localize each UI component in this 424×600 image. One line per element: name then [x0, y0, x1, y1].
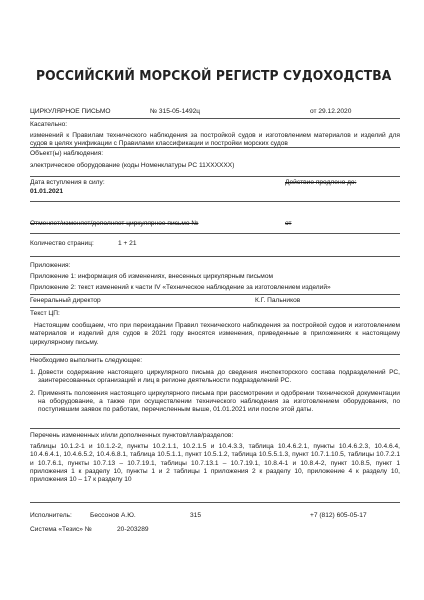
system-section: [30, 526, 400, 534]
signatory-position: Генеральный директор: [30, 297, 101, 304]
system-label: Система «Тезис» №: [30, 526, 92, 533]
letter-type: ЦИРКУЛЯРНОЕ ПИСЬМО: [30, 108, 111, 115]
actions-label: Необходимо выполнить следующее:: [30, 357, 143, 364]
appendices-section: [30, 262, 400, 293]
executor-label: Исполнитель:: [30, 512, 72, 519]
divider: [30, 118, 400, 119]
divider: [30, 354, 400, 355]
action-number: 2.: [30, 389, 36, 397]
divider: [30, 502, 400, 503]
subject-text: изменений к Правилам технического наблюдения за постройкой судов и изготовлением материалов и изделий для судов в целях унификации с Правилами классификации и постройки морских судов: [30, 132, 400, 148]
changed-items-text: таблицы 10.1.2-1 и 10.1.2-2, пункты 10.2.1.1, 10.2.1.5 и 10.4.3.3, таблица 10.4.6.2.1, пункты 10.4.6.2.3, 10.4.6.4, 10.4.6.4.1, 10.4.6.5.2, 10.4.6.8.1, таблица 10.5.1.1, пункт 10.5.1.2, таблица 10.5.5.1.3, пункт 10.7.1.10.5, таблицы 10.7.2.1 и 10.7.6.1, пункты 10.7.13 – 10.7.19.1, таблицы 10.7.13.1 – 10.7.19.1, 10.8.4-1 и 10.8.4-2, пункт 10.8.5, пункт 1 приложения 1 к разделу 10, пункты 1 и 2 таблицы 1 приложения 2 к разделу 10, приложение 4 к разделу 10, приложения 10 – 17 к разделу 10: [30, 443, 400, 484]
action-item: [30, 369, 400, 385]
letter-body-label: Текст ЦП:: [30, 310, 60, 317]
divider: [30, 176, 400, 177]
cancels-section: [30, 220, 400, 228]
letter-body-section: [30, 310, 400, 347]
subject-section: [30, 121, 400, 149]
signatory-name: К.Г. Пальников: [255, 297, 301, 304]
effective-date-value: 01.01.2021: [30, 188, 64, 196]
executor-name: Бессонов А.Ю.: [90, 512, 136, 519]
object-label: Объект(ы) наблюдения:: [30, 150, 104, 157]
appendices-label: Приложения:: [30, 262, 71, 269]
object-section: [30, 150, 400, 170]
pages-label: Количество страниц:: [30, 240, 94, 247]
divider: [30, 147, 400, 148]
actions-section: [30, 357, 400, 414]
organization-name: РОССИЙСКИЙ МОРСКОЙ РЕГИСТР СУДОХОДСТВА: [36, 68, 392, 84]
letter-identification: [30, 108, 400, 116]
pages-value: 1 + 21: [118, 240, 137, 247]
changed-items-section: [30, 432, 400, 484]
divider: [30, 428, 400, 429]
divider: [30, 307, 400, 308]
action-text: Применять положения настоящего циркулярного письма при рассмотрении и одобрении технической документации на оборудование, а также при осуществлении технического наблюдения за изготовлением оборудования, по поступившим заявок по работам, перечисленным выше, 01.01.2021 или после этой даты.: [38, 389, 400, 414]
appendix-item: Приложение 1: информация об изменениях, внесенных циркулярным письмом: [30, 273, 274, 281]
system-number: 20-203289: [117, 526, 149, 533]
divider: [30, 233, 400, 234]
object-text: электрическое оборудование (коды Номенклатуры РС 11XXXXXX): [30, 162, 235, 170]
cancels-from-label: от: [285, 220, 292, 227]
action-text: Довести содержание настоящего циркулярного письма до сведения инспекторского состава подразделений РС, заинтересованных организаций и лиц в регионе деятельности подразделений РС.: [38, 369, 400, 385]
valid-until-label: Действие продлено до:: [285, 179, 357, 186]
executor-section: [30, 512, 400, 520]
effective-section: [30, 179, 400, 196]
subject-label: Касательно:: [30, 121, 68, 128]
executor-department: 315: [190, 512, 202, 519]
divider: [30, 256, 400, 257]
executor-phone: +7 (812) 605-05-17: [310, 512, 367, 519]
appendix-item: Приложение 2: текст изменений к части IV «Техническое наблюдение за изготовлением изделий»: [30, 284, 331, 292]
divider: [30, 201, 400, 202]
signatory-section: [30, 297, 400, 305]
document-header: [30, 60, 400, 94]
action-number: 1.: [30, 369, 36, 377]
cancels-label: Отменяет/изменяет/дополняет циркулярное письмо №: [30, 220, 199, 227]
divider: [30, 294, 400, 295]
letter-date: от 29.12.2020: [310, 108, 352, 115]
changed-items-label: Перечень измененных и/или дополненных пунктов/глав/разделов:: [30, 432, 234, 439]
pages-section: [30, 240, 400, 248]
action-item: [30, 390, 400, 415]
letter-body-text: Настоящим сообщаем, что при переиздании Правил технического наблюдения за постройкой судов и изготовлением материалов и изделий для судов в 2021 году вносятся изменения, приведенные в приложениях к настоящему циркулярному письму.: [30, 322, 400, 346]
letter-number: № 315-05-1492ц: [150, 108, 201, 115]
effective-date-label: Дата вступления в силу:: [30, 179, 105, 186]
